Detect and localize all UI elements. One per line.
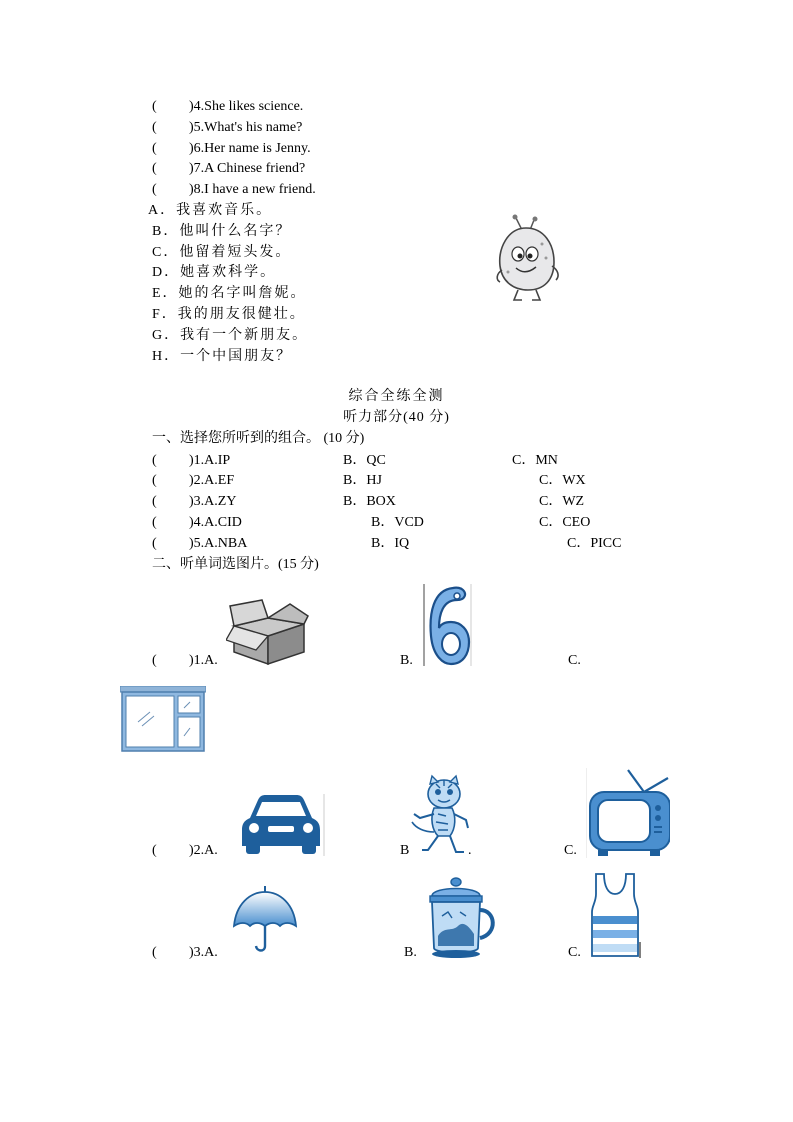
matching-item-5: )5.What's his name? xyxy=(189,120,303,135)
number-six-picture xyxy=(423,584,473,666)
answer-paren[interactable]: ( xyxy=(152,536,157,551)
option-b: B．他叫什么名字？ xyxy=(152,224,292,239)
answer-paren[interactable]: ( xyxy=(152,141,157,156)
q5-option-a: )5.A.NBA xyxy=(189,536,248,551)
pic-q3-b-label: B. xyxy=(404,945,417,960)
matching-item-4: )4.She likes science. xyxy=(189,99,304,114)
television-picture xyxy=(586,768,670,858)
answer-paren[interactable]: ( xyxy=(152,515,157,530)
pic-q3-a-label: )3.A. xyxy=(189,945,218,960)
tiger-cub-picture xyxy=(410,774,472,858)
option-d: D．她喜欢科学。 xyxy=(152,265,277,280)
q4-option-b: B．VCD xyxy=(371,515,424,530)
answer-paren[interactable]: ( xyxy=(152,453,157,468)
matching-item-7: )7.A Chinese friend? xyxy=(189,161,306,176)
cartoon-egg-character-illustration xyxy=(492,214,564,304)
q2-option-c: C．WX xyxy=(539,473,586,488)
section1-heading: 一、选择您所听到的组合。 (10 分) xyxy=(152,431,365,446)
teacup-with-lid-picture xyxy=(424,876,502,960)
answer-paren[interactable]: ( xyxy=(152,161,157,176)
test-title: 综合全练全测 xyxy=(348,389,445,404)
answer-paren[interactable]: ( xyxy=(152,473,157,488)
window-picture xyxy=(120,686,206,752)
q2-option-b: B．HJ xyxy=(343,473,382,488)
q2-option-a: )2.A.EF xyxy=(189,473,235,488)
option-h: H．一个中国朋友？ xyxy=(152,349,293,364)
answer-paren[interactable]: ( xyxy=(152,182,157,197)
pic-q1-b-label: B. xyxy=(400,653,413,668)
option-c: C．他留着短头发。 xyxy=(152,245,292,260)
answer-paren[interactable]: ( xyxy=(152,653,157,668)
open-box-picture xyxy=(226,596,310,666)
answer-paren[interactable]: ( xyxy=(152,99,157,114)
answer-paren[interactable]: ( xyxy=(152,945,157,960)
pic-q2-b-label: B xyxy=(400,843,410,858)
pic-q1-c-label: C. xyxy=(568,653,581,668)
answer-paren[interactable]: ( xyxy=(152,843,157,858)
pic-q2-c-label: C. xyxy=(564,843,577,858)
q5-option-b: B．IQ xyxy=(371,536,410,551)
matching-item-8: )8.I have a new friend. xyxy=(189,182,316,197)
option-g: G．我有一个新朋友。 xyxy=(152,328,309,343)
answer-paren[interactable]: ( xyxy=(152,494,157,509)
q3-option-c: C．WZ xyxy=(539,494,585,509)
pic-q2-b-dot: . xyxy=(468,843,472,858)
q4-option-a: )4.A.CID xyxy=(189,515,242,530)
pic-q3-c-label: C. xyxy=(568,945,581,960)
vest-picture xyxy=(588,872,642,960)
q4-option-c: C．CEO xyxy=(539,515,591,530)
option-e: E．她的名字叫詹妮。 xyxy=(152,286,307,301)
pic-q2-a-label: )2.A. xyxy=(189,843,218,858)
answer-paren[interactable]: ( xyxy=(152,120,157,135)
car-picture xyxy=(236,794,326,856)
section2-heading: 二、听单词选图片。(15 分) xyxy=(152,557,319,572)
pic-q1-a-label: )1.A. xyxy=(189,653,218,668)
q1-option-c: C．MN xyxy=(512,453,558,468)
option-f: F．我的朋友很健壮。 xyxy=(152,307,306,322)
matching-item-6: )6.Her name is Jenny. xyxy=(189,141,311,156)
q5-option-c: C．PICC xyxy=(567,536,622,551)
q3-option-b: B．BOX xyxy=(343,494,396,509)
umbrella-picture xyxy=(230,886,300,956)
option-a: A．我喜欢音乐。 xyxy=(148,203,273,218)
test-subtitle: 听力部分(40 分) xyxy=(343,410,450,425)
q1-option-b: B．QC xyxy=(343,453,386,468)
q1-option-a: )1.A.IP xyxy=(189,453,231,468)
q3-option-a: )3.A.ZY xyxy=(189,494,237,509)
